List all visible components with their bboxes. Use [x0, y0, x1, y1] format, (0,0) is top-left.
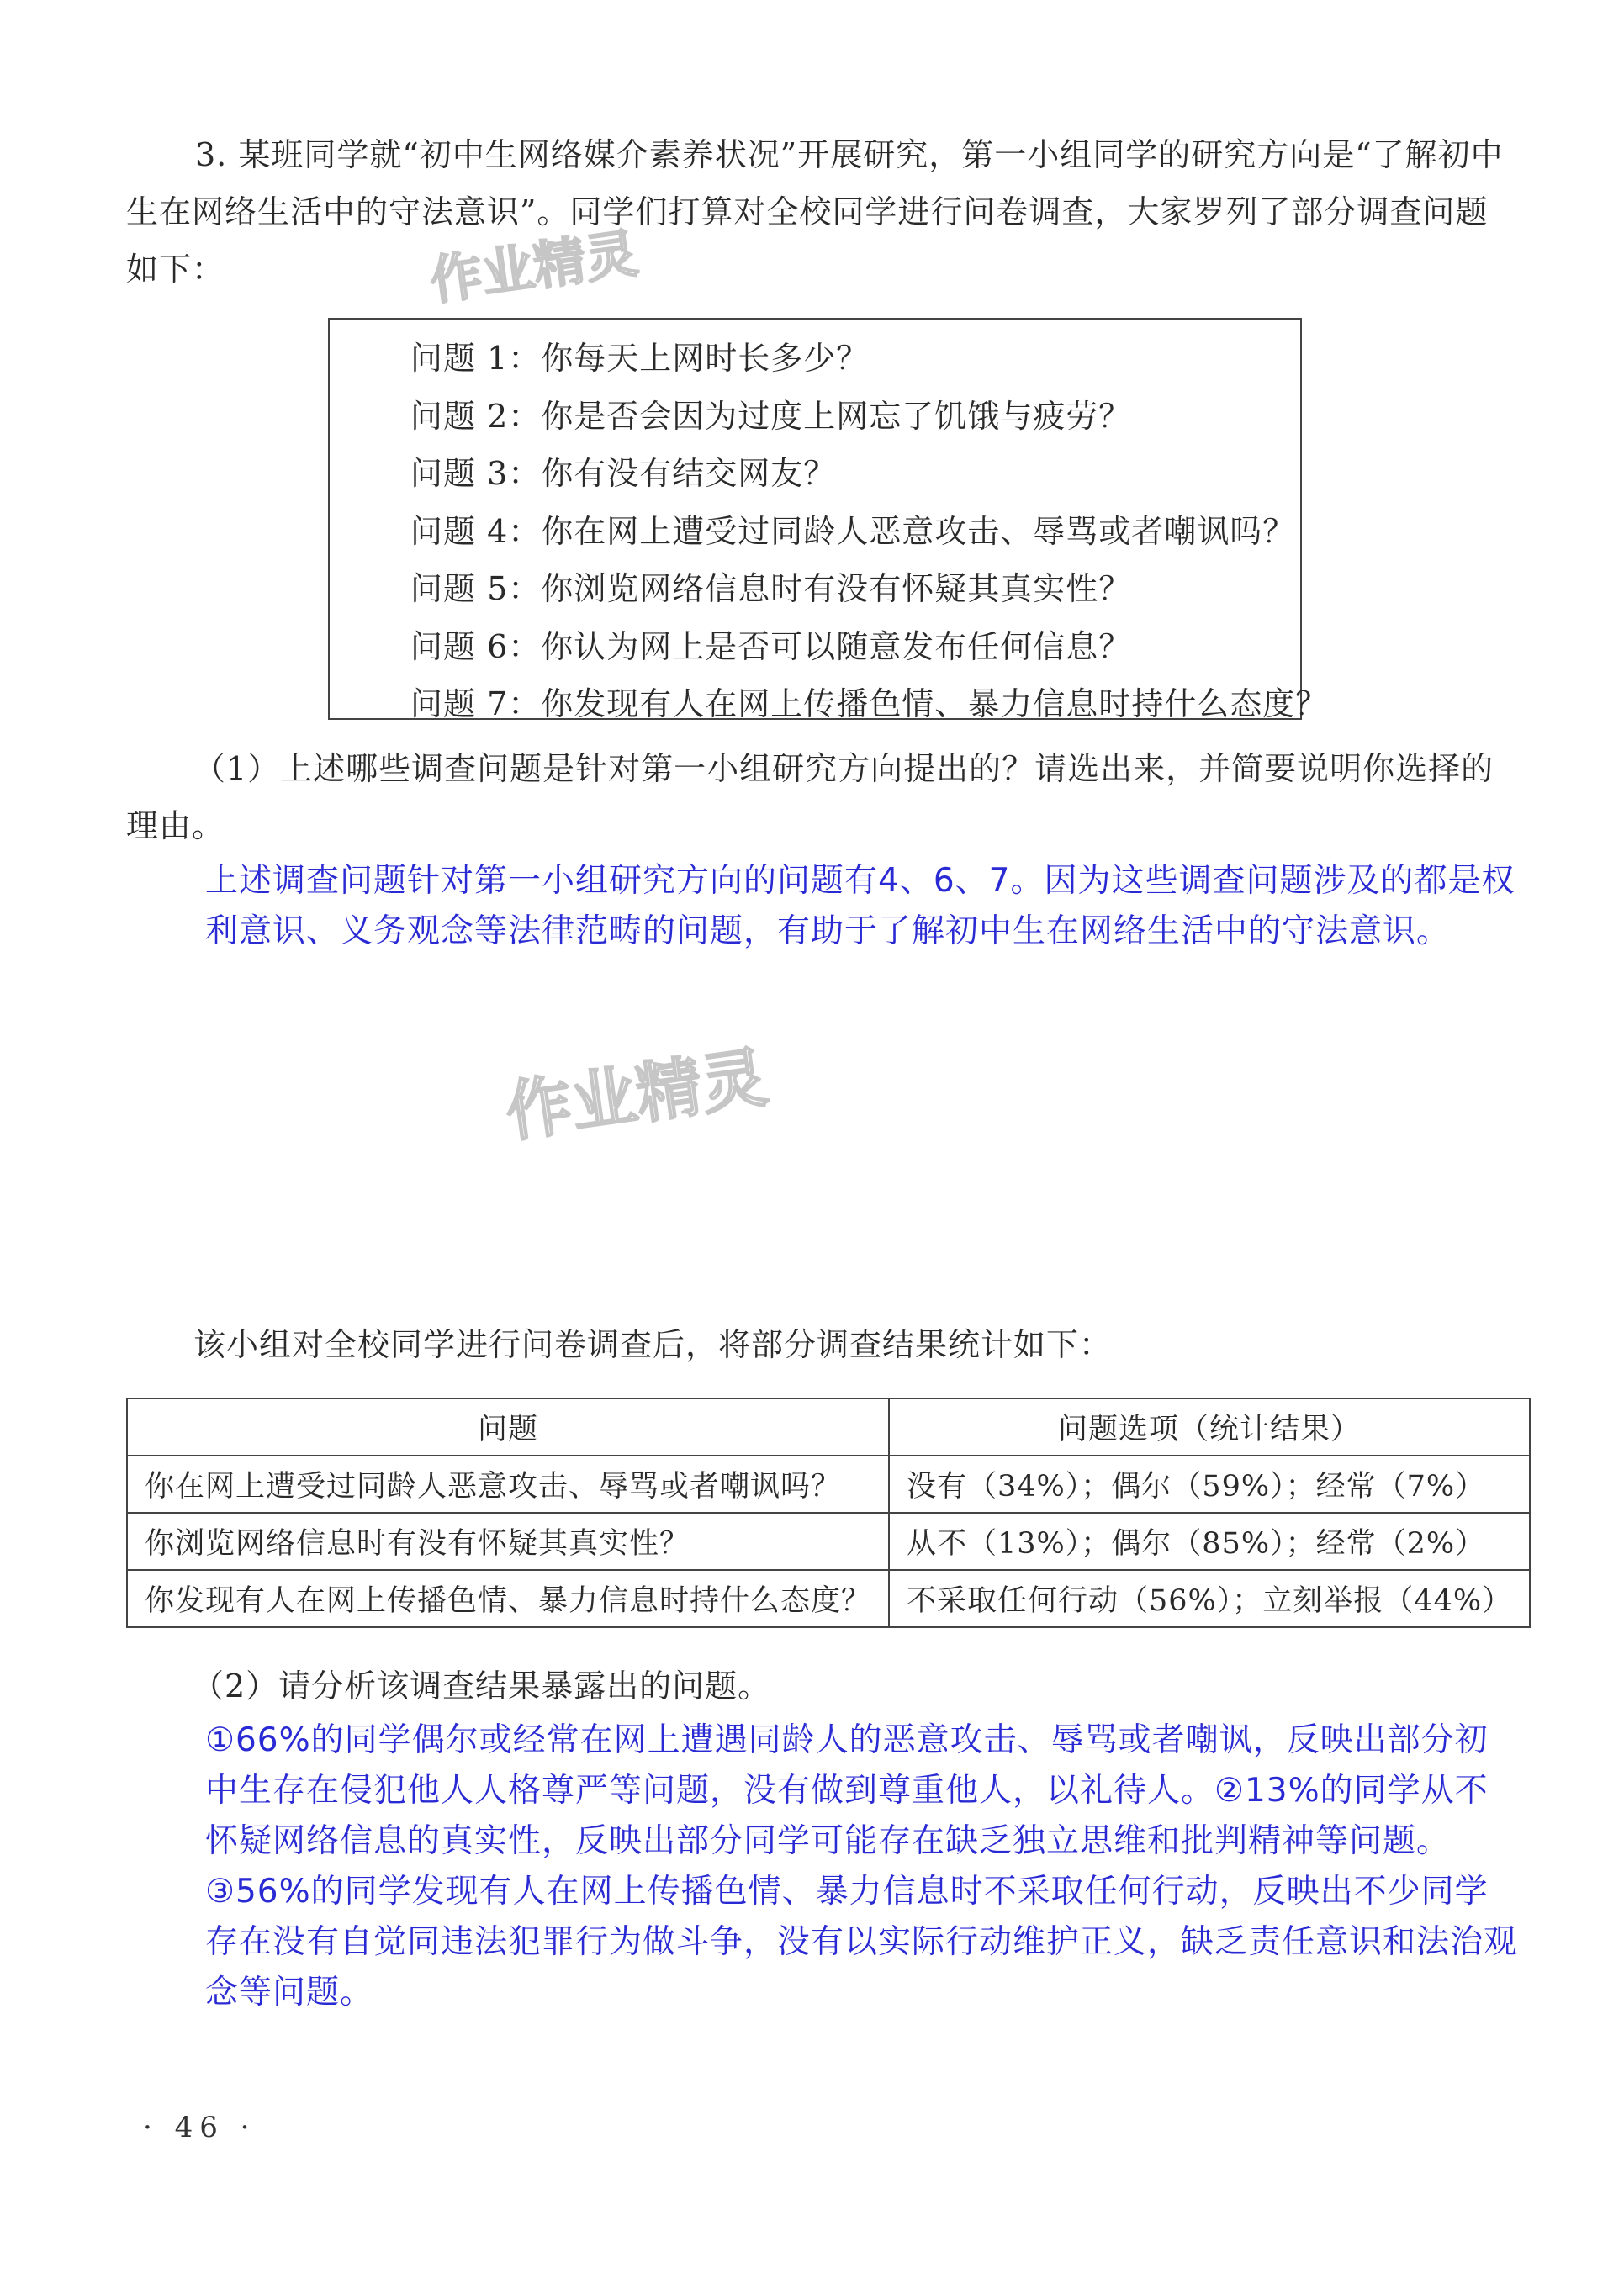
- answer-1: 上述调查问题针对第一小组研究方向的问题有4、6、7。因为这些调查问题涉及的都是权利意识、义务观念等法律范畴的问题，有助于了解初中生在网络生活中的守法意识。: [205, 862, 1516, 950]
- sub-question-2: （2）请分析该调查结果暴露出的问题。: [192, 1668, 771, 1705]
- answer-2: ①66%的同学偶尔或经常在网上遭遇同龄人的恶意攻击、辱骂或者嘲讽，反映出部分初中生存在侵犯他人人格尊严等问题，没有做到尊重他人，以礼待人。②13%的同学从不怀疑网络信息的真实性，反映出部分同学可能存在缺乏独立思维和批判精神等问题。③56%的同学发现有人在网上传播色情、暴力信息时不采取任何行动，反映出不少同学存在没有自觉同违法犯罪行为做斗争，没有以实际行动维护正义，缺乏责任意识和法治观念等问题。: [205, 1721, 1518, 2011]
- table-cell: 你浏览网络信息时有没有怀疑其真实性？: [127, 1513, 889, 1570]
- survey-question: 问题 6：你认为网上是否可以随意发布任何信息？: [410, 627, 1132, 665]
- table-cell: 没有（34%）；偶尔（59%）；经常（7%）: [889, 1456, 1530, 1513]
- page-number: · 46 ·: [143, 2111, 257, 2144]
- table-cell: 不采取任何行动（56%）；立刻举报（44%）: [889, 1570, 1530, 1627]
- survey-question: 问题 2：你是否会因为过度上网忘了饥饿与疲劳？: [410, 397, 1132, 435]
- sub-question-1: （1）上述哪些调查问题是针对第一小组研究方向提出的？请选出来，并简要说明你选择的理由。: [126, 750, 1494, 844]
- survey-results-table: [126, 1398, 1531, 1628]
- survey-question: 问题 4：你在网上遭受过同龄人恶意攻击、辱骂或者嘲讽吗？: [410, 512, 1296, 550]
- question-intro: 3. 某班同学就“初中生网络媒介素养状况”开展研究，第一小组同学的研究方向是“了解初中生在网络生活中的守法意识”。同学们打算对全校同学进行问卷调查，大家罗列了部分调查问题如下：: [126, 136, 1504, 288]
- table-cell: 从不（13%）；偶尔（85%）；经常（2%）: [889, 1513, 1530, 1570]
- survey-question: 问题 1：你每天上网时长多少？: [410, 340, 870, 377]
- table-header: 问题选项（统计结果）: [889, 1398, 1530, 1456]
- survey-question: 问题 7：你发现有人在网上传播色情、暴力信息时持什么态度？: [410, 685, 1329, 722]
- table-row: [127, 1513, 1530, 1570]
- table-row: [127, 1456, 1530, 1513]
- table-row: [127, 1570, 1530, 1627]
- table-header: 问题: [127, 1398, 889, 1456]
- table-header-row: [127, 1398, 1530, 1456]
- survey-question: 问题 3：你有没有结交网友？: [410, 455, 837, 492]
- watermark: 作业精灵: [426, 222, 642, 312]
- survey-question: 问题 5：你浏览网络信息时有没有怀疑其真实性？: [410, 570, 1132, 607]
- table-intro: 该小组对全校同学进行问卷调查后，将部分调查结果统计如下：: [193, 1326, 1113, 1363]
- survey-questions-box: [328, 318, 1329, 722]
- watermark: 作业精灵: [501, 1039, 772, 1152]
- table-cell: 你发现有人在网上传播色情、暴力信息时持什么态度？: [127, 1570, 889, 1627]
- table-cell: 你在网上遭受过同龄人恶意攻击、辱骂或者嘲讽吗？: [127, 1456, 889, 1513]
